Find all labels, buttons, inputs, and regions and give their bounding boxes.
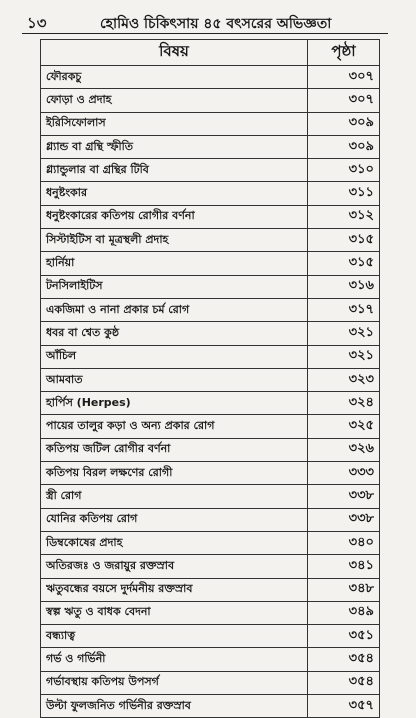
page-cell: ৩১৫ — [308, 252, 380, 275]
table-row — [41, 298, 380, 321]
topic-cell: গ্ল্যান্ডুলার বা গ্রন্থির টিবি — [41, 159, 308, 182]
table-row — [41, 625, 380, 648]
topic-cell: পায়ের তালুর কড়া ও অন্য প্রকার রোগ — [41, 415, 308, 438]
running-title: হোমিও চিকিৎসায় ৪৫ বৎসরের অভিজ্ঞতা — [100, 16, 332, 32]
topic-column-header: বিষয় — [41, 40, 308, 66]
table-row — [41, 485, 380, 508]
topic-cell: গর্ভাবস্থায় কতিপয় উপসর্গ — [41, 671, 308, 694]
page-cell: ৩২৫ — [308, 415, 380, 438]
header-rule — [22, 33, 388, 34]
table-row — [41, 648, 380, 671]
topic-cell: গ্ল্যান্ড বা গ্রন্থি স্ফীতি — [41, 135, 308, 158]
page-cell: ৩৩৩ — [308, 462, 380, 485]
topic-cell: টনসিলাইটিস — [41, 275, 308, 298]
topic-cell: স্ত্রী রোগ — [41, 485, 308, 508]
table-row — [41, 415, 380, 438]
page-cell: ৩২১ — [308, 345, 380, 368]
table-row — [41, 159, 380, 182]
topic-cell: কতিপয় জটিল রোগীর বর্ণনা — [41, 438, 308, 461]
table-row — [41, 578, 380, 601]
table-row — [41, 392, 380, 415]
page-cell: ৩০৭ — [308, 89, 380, 112]
topic-cell: সিস্টাইটিস বা মূত্রস্থলী প্রদাহ — [41, 229, 308, 252]
table-row — [41, 229, 380, 252]
topic-cell: হার্নিয়া — [41, 252, 308, 275]
table-row — [41, 462, 380, 485]
table-row — [41, 345, 380, 368]
page-cell: ৩০৯ — [308, 112, 380, 135]
table-row — [41, 89, 380, 112]
table-row — [41, 66, 380, 89]
page-cell: ৩৪০ — [308, 531, 380, 554]
page-cell: ৩০৭ — [308, 66, 380, 89]
topic-cell: আমবাত — [41, 368, 308, 391]
page-cell: ৩৩৮ — [308, 485, 380, 508]
page-cell: ৩২৩ — [308, 368, 380, 391]
topic-cell: অতিরজঃ ও জরায়ুর রক্তস্রাব — [41, 555, 308, 578]
table-row — [41, 322, 380, 345]
page-cell: ৩১৭ — [308, 298, 380, 321]
topic-cell: কতিপয় বিরল লক্ষণের রোগী — [41, 462, 308, 485]
page-cell: ৩৫১ — [308, 625, 380, 648]
table-row — [41, 112, 380, 135]
table-row — [41, 508, 380, 531]
page-cell: ৩৫৭ — [308, 695, 380, 718]
table-row — [41, 531, 380, 554]
contents-table — [40, 39, 380, 718]
page-cell: ৩২১ — [308, 322, 380, 345]
topic-cell: বন্ধ্যাত্ব — [41, 625, 308, 648]
page-number: ১৩ — [27, 14, 47, 32]
table-row — [41, 135, 380, 158]
page-cell: ৩৪৯ — [308, 601, 380, 624]
page-cell: ৩০৯ — [308, 135, 380, 158]
topic-cell: ফৌরকচু — [41, 66, 308, 89]
page-cell: ৩১২ — [308, 205, 380, 228]
page-header — [0, 0, 416, 36]
page-cell: ৩২৪ — [308, 392, 380, 415]
topic-cell: উল্টা ফুলজনিত গর্ভিনীর রক্তস্রাব — [41, 695, 308, 718]
page-cell: ৩১১ — [308, 182, 380, 205]
table-row — [41, 275, 380, 298]
table-row — [41, 182, 380, 205]
topic-cell: ইরিসিফোলাস — [41, 112, 308, 135]
topic-cell: ঋতুবন্ধের বয়সে দুর্দমনীয় রক্তস্রাব — [41, 578, 308, 601]
table-row — [41, 695, 380, 718]
page-cell: ৩১৫ — [308, 229, 380, 252]
topic-cell: গর্ভ ও গর্ভিনী — [41, 648, 308, 671]
page-cell: ৩৩৮ — [308, 508, 380, 531]
topic-cell: হার্পিস (Herpes) — [41, 392, 308, 415]
topic-cell: ফোড়া ও প্রদাহ — [41, 89, 308, 112]
topic-cell: একজিমা ও নানা প্রকার চর্ম রোগ — [41, 298, 308, 321]
table-row — [41, 601, 380, 624]
topic-cell: ধবর বা শ্বেত কুষ্ঠ — [41, 322, 308, 345]
table-row — [41, 555, 380, 578]
table-header-row — [41, 40, 380, 66]
topic-cell: ধনুষ্টংকার — [41, 182, 308, 205]
page-cell: ৩২৬ — [308, 438, 380, 461]
table-row — [41, 438, 380, 461]
page-cell: ৩৪১ — [308, 555, 380, 578]
table-row — [41, 671, 380, 694]
table-row — [41, 205, 380, 228]
page-cell: ৩৪৮ — [308, 578, 380, 601]
table-row — [41, 252, 380, 275]
page-cell: ৩১৬ — [308, 275, 380, 298]
topic-cell: ধনুষ্টংকারের কতিপয় রোগীর বর্ণনা — [41, 205, 308, 228]
table-row — [41, 368, 380, 391]
topic-cell: ডিম্বকোষের প্রদাহ — [41, 531, 308, 554]
topic-cell: যোনির কতিপয় রোগ — [41, 508, 308, 531]
page-cell: ৩১০ — [308, 159, 380, 182]
page-column-header: পৃষ্ঠা — [308, 40, 380, 66]
topic-cell: স্বল্প ঋতু ও বাধক বেদনা — [41, 601, 308, 624]
table-body — [41, 66, 380, 718]
page-cell: ৩৫৪ — [308, 671, 380, 694]
page-cell: ৩৫৪ — [308, 648, 380, 671]
topic-cell: আঁচিল — [41, 345, 308, 368]
